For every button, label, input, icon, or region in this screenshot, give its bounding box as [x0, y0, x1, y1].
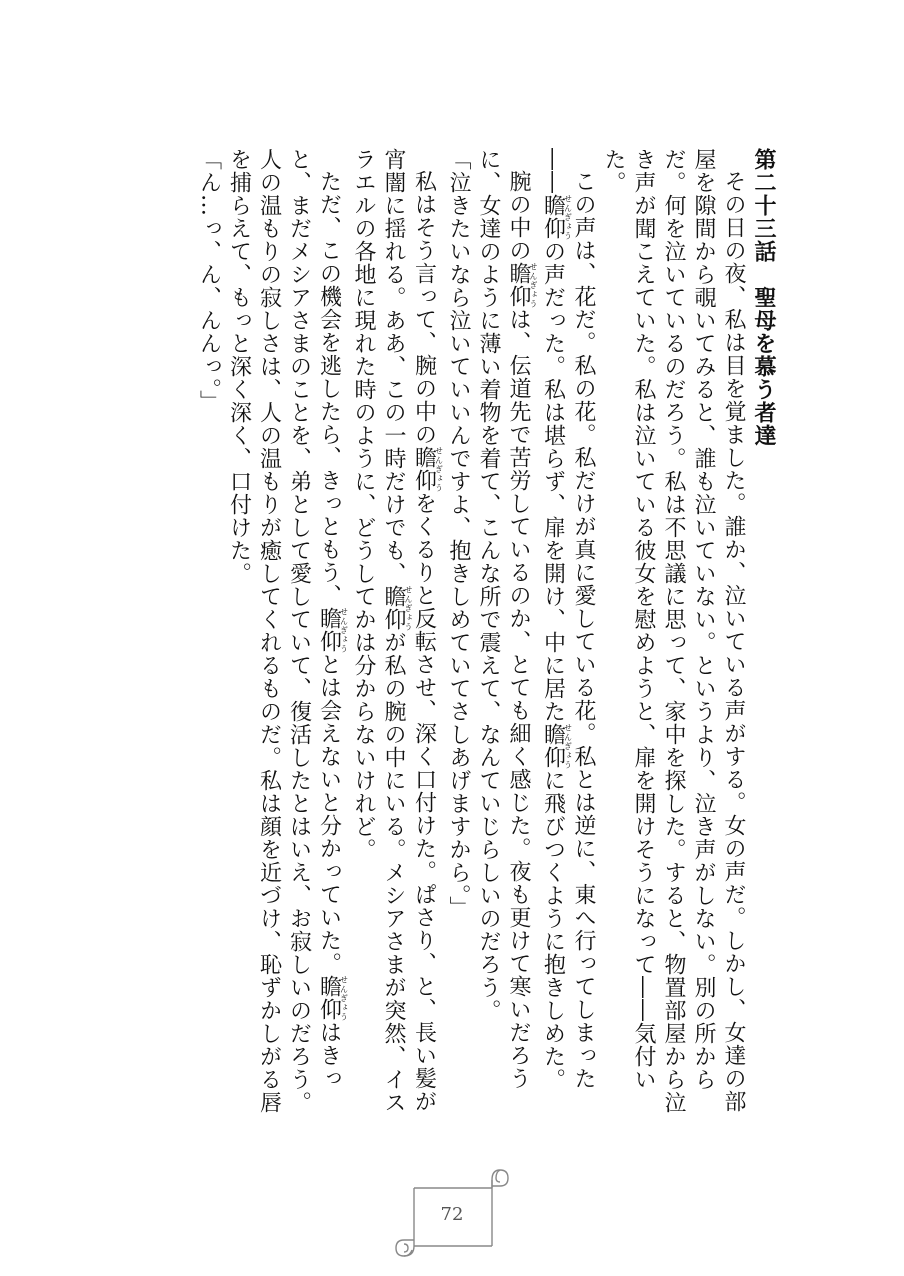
page-number: 72	[440, 1204, 464, 1225]
text-run: とは会えないと分かっていた。	[316, 653, 342, 975]
ruby-reading: せんぎょう	[563, 723, 573, 769]
ruby-reading: せんぎょう	[404, 585, 413, 631]
dialogue-line	[194, 148, 224, 1128]
dialogue-line	[443, 148, 473, 1128]
ruby-reading: せんぎょう	[339, 607, 349, 653]
narration-paragraph	[598, 148, 748, 1128]
ruby-word: 瞻仰せんぎょう	[506, 262, 538, 308]
narration-paragraph	[538, 148, 599, 1128]
ruby-reading: せんぎょう	[339, 975, 349, 1021]
narration-paragraph	[473, 148, 538, 1128]
text-run: 「ん…っ、ん、んんっ。」	[196, 148, 222, 413]
ruby-word: 瞻仰せんぎょう	[316, 607, 349, 653]
chapter-title: 第二十三話 聖母を慕う者達	[751, 148, 776, 447]
narration-paragraph	[348, 148, 443, 1128]
text-run: は、伝道先で苦労しているのか、とても細く感じた。夜も更けて寒いだろうに、女達のように薄い着物を着て、こんな所で震えて、なんていじらしいのだろう。	[476, 148, 531, 1090]
text-run: ただ、この機会を逃したら、きっともう、	[316, 170, 342, 607]
paragraph-container	[194, 148, 749, 1128]
ruby-word: 瞻仰せんぎょう	[316, 975, 349, 1021]
ruby-reading: せんぎょう	[434, 446, 444, 492]
ruby-reading: せんぎょう	[529, 262, 538, 308]
ruby-word: 瞻仰せんぎょう	[411, 446, 444, 492]
text-run: 腕の中の	[506, 170, 531, 262]
vertical-text-body	[194, 148, 779, 1128]
ruby-word: 瞻仰せんぎょう	[540, 723, 573, 769]
ruby-word: 瞻仰せんぎょう	[540, 194, 573, 240]
text-run: その日の夜、私は目を覚ました。誰か、泣いている声がする。女の声だ。しかし、女達の部屋を隙間から覗いてみると、誰も泣いていない。というより、泣き声がしない。別の所からだ。何を泣いているのだろう。私は不思議に思って、家中を探した。すると、物置部屋から泣き声が聞こえていた。私は泣いている彼女を慰めようと、扉を開けそうになって――気付いた。	[601, 148, 746, 1114]
text-run: はきっと、まだメシアさまのことを、弟として愛していて、復活したとはいえ、お寂しいのだろう。人の温もりの寂しさは、人の温もりが癒してくれるものだ。私は顔を近づけ、恥ずかしがる唇を捕らえて、もっと深く深く、口付けた。	[226, 148, 342, 1114]
narration-paragraph	[224, 148, 349, 1128]
text-run: の声だった。私は堪らず、扉を開け、中に居た	[540, 240, 566, 723]
ruby-reading: せんぎょう	[563, 194, 573, 240]
text-run: この声は、花だ。私の花。私だけが真に愛している花。私とは逆に、東へ行ってしまった――	[540, 148, 596, 1090]
text-run: 私はそう言って、腕の中の	[411, 170, 437, 446]
ruby-word: 瞻仰せんぎょう	[381, 585, 413, 631]
text-run: 「泣きたいなら泣いていいんですよ、抱きしめていてさしあげますから。」	[446, 148, 471, 919]
text-run: をくるりと反転させ、深く口付けた。ぱさり、と、長い髪が宵闇に揺れる。ああ、この一時だけでも、	[381, 148, 437, 1113]
text-run: が私の腕の中にいる。メシアさまが突然、イスラエルの各地に現れた時のように、どうしてかは分からないけれど。	[351, 148, 406, 1114]
page-number-scroll	[392, 1160, 512, 1260]
text-run: に飛びつくように抱きしめた。	[540, 769, 566, 1091]
